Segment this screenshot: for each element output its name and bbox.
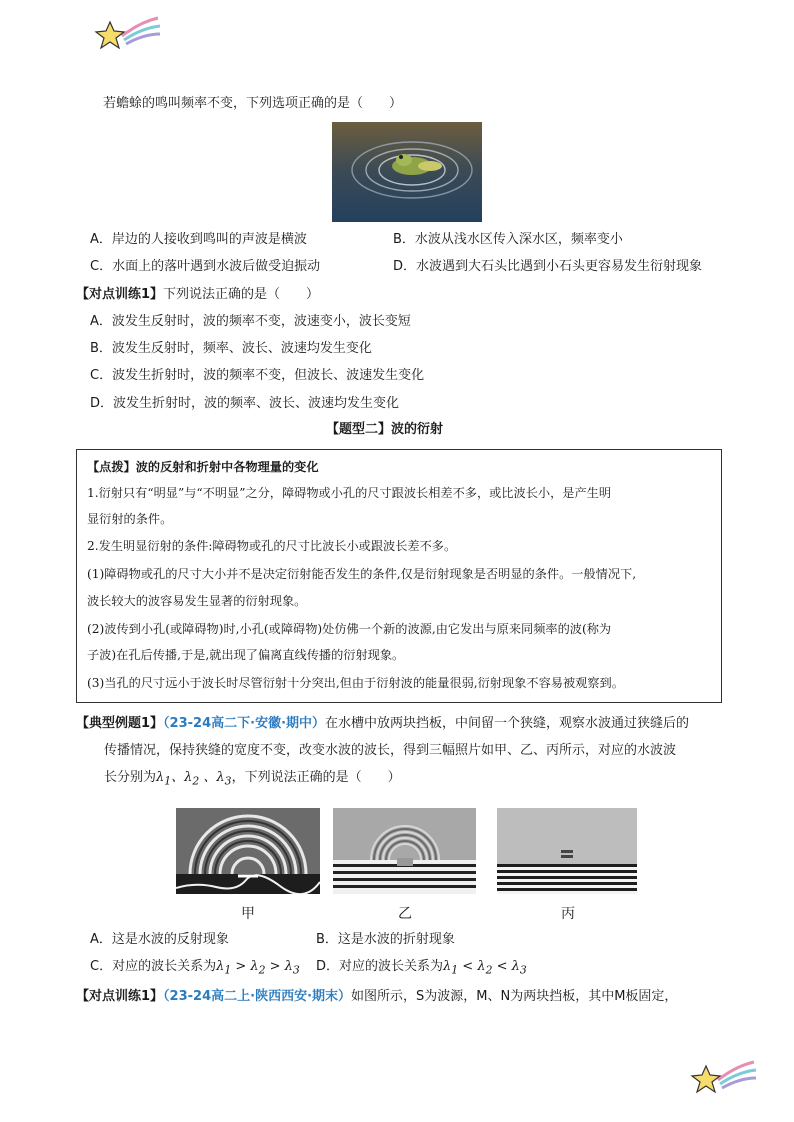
question-intro: 若蟾蜍的鸣叫频率不变，下列选项正确的是（ ） — [103, 96, 403, 111]
caption-bing: 丙 — [561, 906, 575, 922]
training-label: 【对点训练1】 — [76, 287, 164, 302]
star-icon — [692, 1066, 720, 1092]
example-stem-line2: 传播情况，保持狭缝的宽度不变，改变水波的波长，得到三幅照片如甲、乙、丙所示，对应的水波波 — [104, 743, 677, 758]
lambda-symbols: $\lambda_1$、$\lambda_2$ 、$\lambda_3$ — [156, 770, 232, 788]
diffraction-photo-jia — [176, 808, 320, 894]
example-source: （23-24高二下·安徽·期中） — [163, 716, 326, 731]
training-2-source: （23-24高二上·陕西西安·期末） — [163, 989, 352, 1004]
training-stem-text: 下列说法正确的是（ ） — [163, 287, 320, 302]
training-1-stem — [76, 286, 319, 304]
diffraction-photo-bing — [497, 808, 637, 894]
training-2-text: 如图所示，S为波源，M、N为两块挡板，其中M板固定， — [351, 989, 678, 1004]
tip-line: 2.发生明显衍射的条件:障碍物或孔的尺寸比波长小或跟波长差不多。 — [87, 539, 457, 553]
caption-jia: 甲 — [241, 906, 255, 922]
tip-line: (3)当孔的尺寸远小于波长时尽管衍射十分突出,但由于衍射波的能量很弱,衍射现象不容易被观察到。 — [87, 676, 624, 690]
star-decoration-top — [92, 14, 164, 58]
training-1-option-d: D．波发生折射时，波的频率、波长、波速均发生变化 — [90, 396, 400, 411]
example-option-d: D．对应的波长关系为$\lambda_1 < \lambda_2 < \lambda_3$ — [316, 959, 527, 977]
section-title: 【题型二】波的衍射 — [326, 422, 444, 437]
option-b: B．水波从浅水区传入深水区，频率变小 — [393, 232, 623, 247]
star-icon — [96, 22, 124, 48]
training-2-label: 【对点训练1】 — [76, 989, 164, 1004]
training-1-option-b: B．波发生反射时，频率、波长、波速均发生变化 — [90, 341, 372, 356]
tip-line: 波长较大的波容易发生显著的衍射现象。 — [87, 594, 307, 608]
example-option-b: B．这是水波的折射现象 — [316, 932, 455, 947]
lambda-relation-d: $\lambda_1 < \lambda_2 < \lambda_3$ — [443, 959, 527, 977]
example-1-stem — [76, 715, 689, 733]
option-a: A．岸边的人接收到鸣叫的声波是横波 — [90, 232, 307, 247]
training-2-stem — [76, 988, 677, 1006]
lambda-relation-c: $\lambda_1 > \lambda_2 > \lambda_3$ — [216, 959, 300, 977]
tip-line: (1)障碍物或孔的尺寸大小并不是决定衍射能否发生的条件,仅是衍射现象是否明显的条件。一般情况下, — [87, 567, 637, 581]
example-option-a: A．这是水波的反射现象 — [90, 932, 229, 947]
example-stem-line3: 长分别为$\lambda_1$、$\lambda_2$ 、$\lambda_3$，下列说法正确的是（ ） — [104, 770, 401, 788]
tip-title: 【点拨】波的反射和折射中各物理量的变化 — [87, 460, 319, 474]
option-d: D．水波遇到大石头比遇到小石头更容易发生衍射现象 — [393, 259, 703, 274]
example-option-c: C．对应的波长关系为$\lambda_1 > \lambda_2 > \lambda_3$ — [90, 959, 300, 977]
option-c: C．水面上的落叶遇到水波后做受迫振动 — [90, 259, 321, 274]
diffraction-photo-yi — [333, 808, 476, 894]
star-decoration-bottom — [688, 1058, 760, 1102]
frog-water-photo — [332, 122, 482, 222]
example-stem-line1: 在水槽中放两块挡板，中间留一个狭缝，观察水波通过狭缝后的 — [325, 716, 690, 731]
caption-yi: 乙 — [398, 906, 412, 922]
tip-line: (2)波传到小孔(或障碍物)时,小孔(或障碍物)处仿佛一个新的波源,由它发出与原来同频率的波(称为 — [87, 622, 612, 636]
training-1-option-c: C．波发生折射时，波的频率不变，但波长、波速发生变化 — [90, 368, 425, 383]
tip-line: 1.衍射只有“明显”与“不明显”之分，障碍物或小孔的尺寸跟波长相差不多，或比波长小，是产生明 — [87, 486, 612, 500]
tip-line: 子波)在孔后传播,于是,就出现了偏离直线传播的衍射现象。 — [87, 648, 405, 662]
tip-line: 显衍射的条件。 — [87, 512, 173, 526]
example-label: 【典型例题1】 — [76, 716, 164, 731]
tip-box — [76, 449, 722, 703]
training-1-option-a: A．波发生反射时，波的频率不变，波速变小，波长变短 — [90, 314, 411, 329]
